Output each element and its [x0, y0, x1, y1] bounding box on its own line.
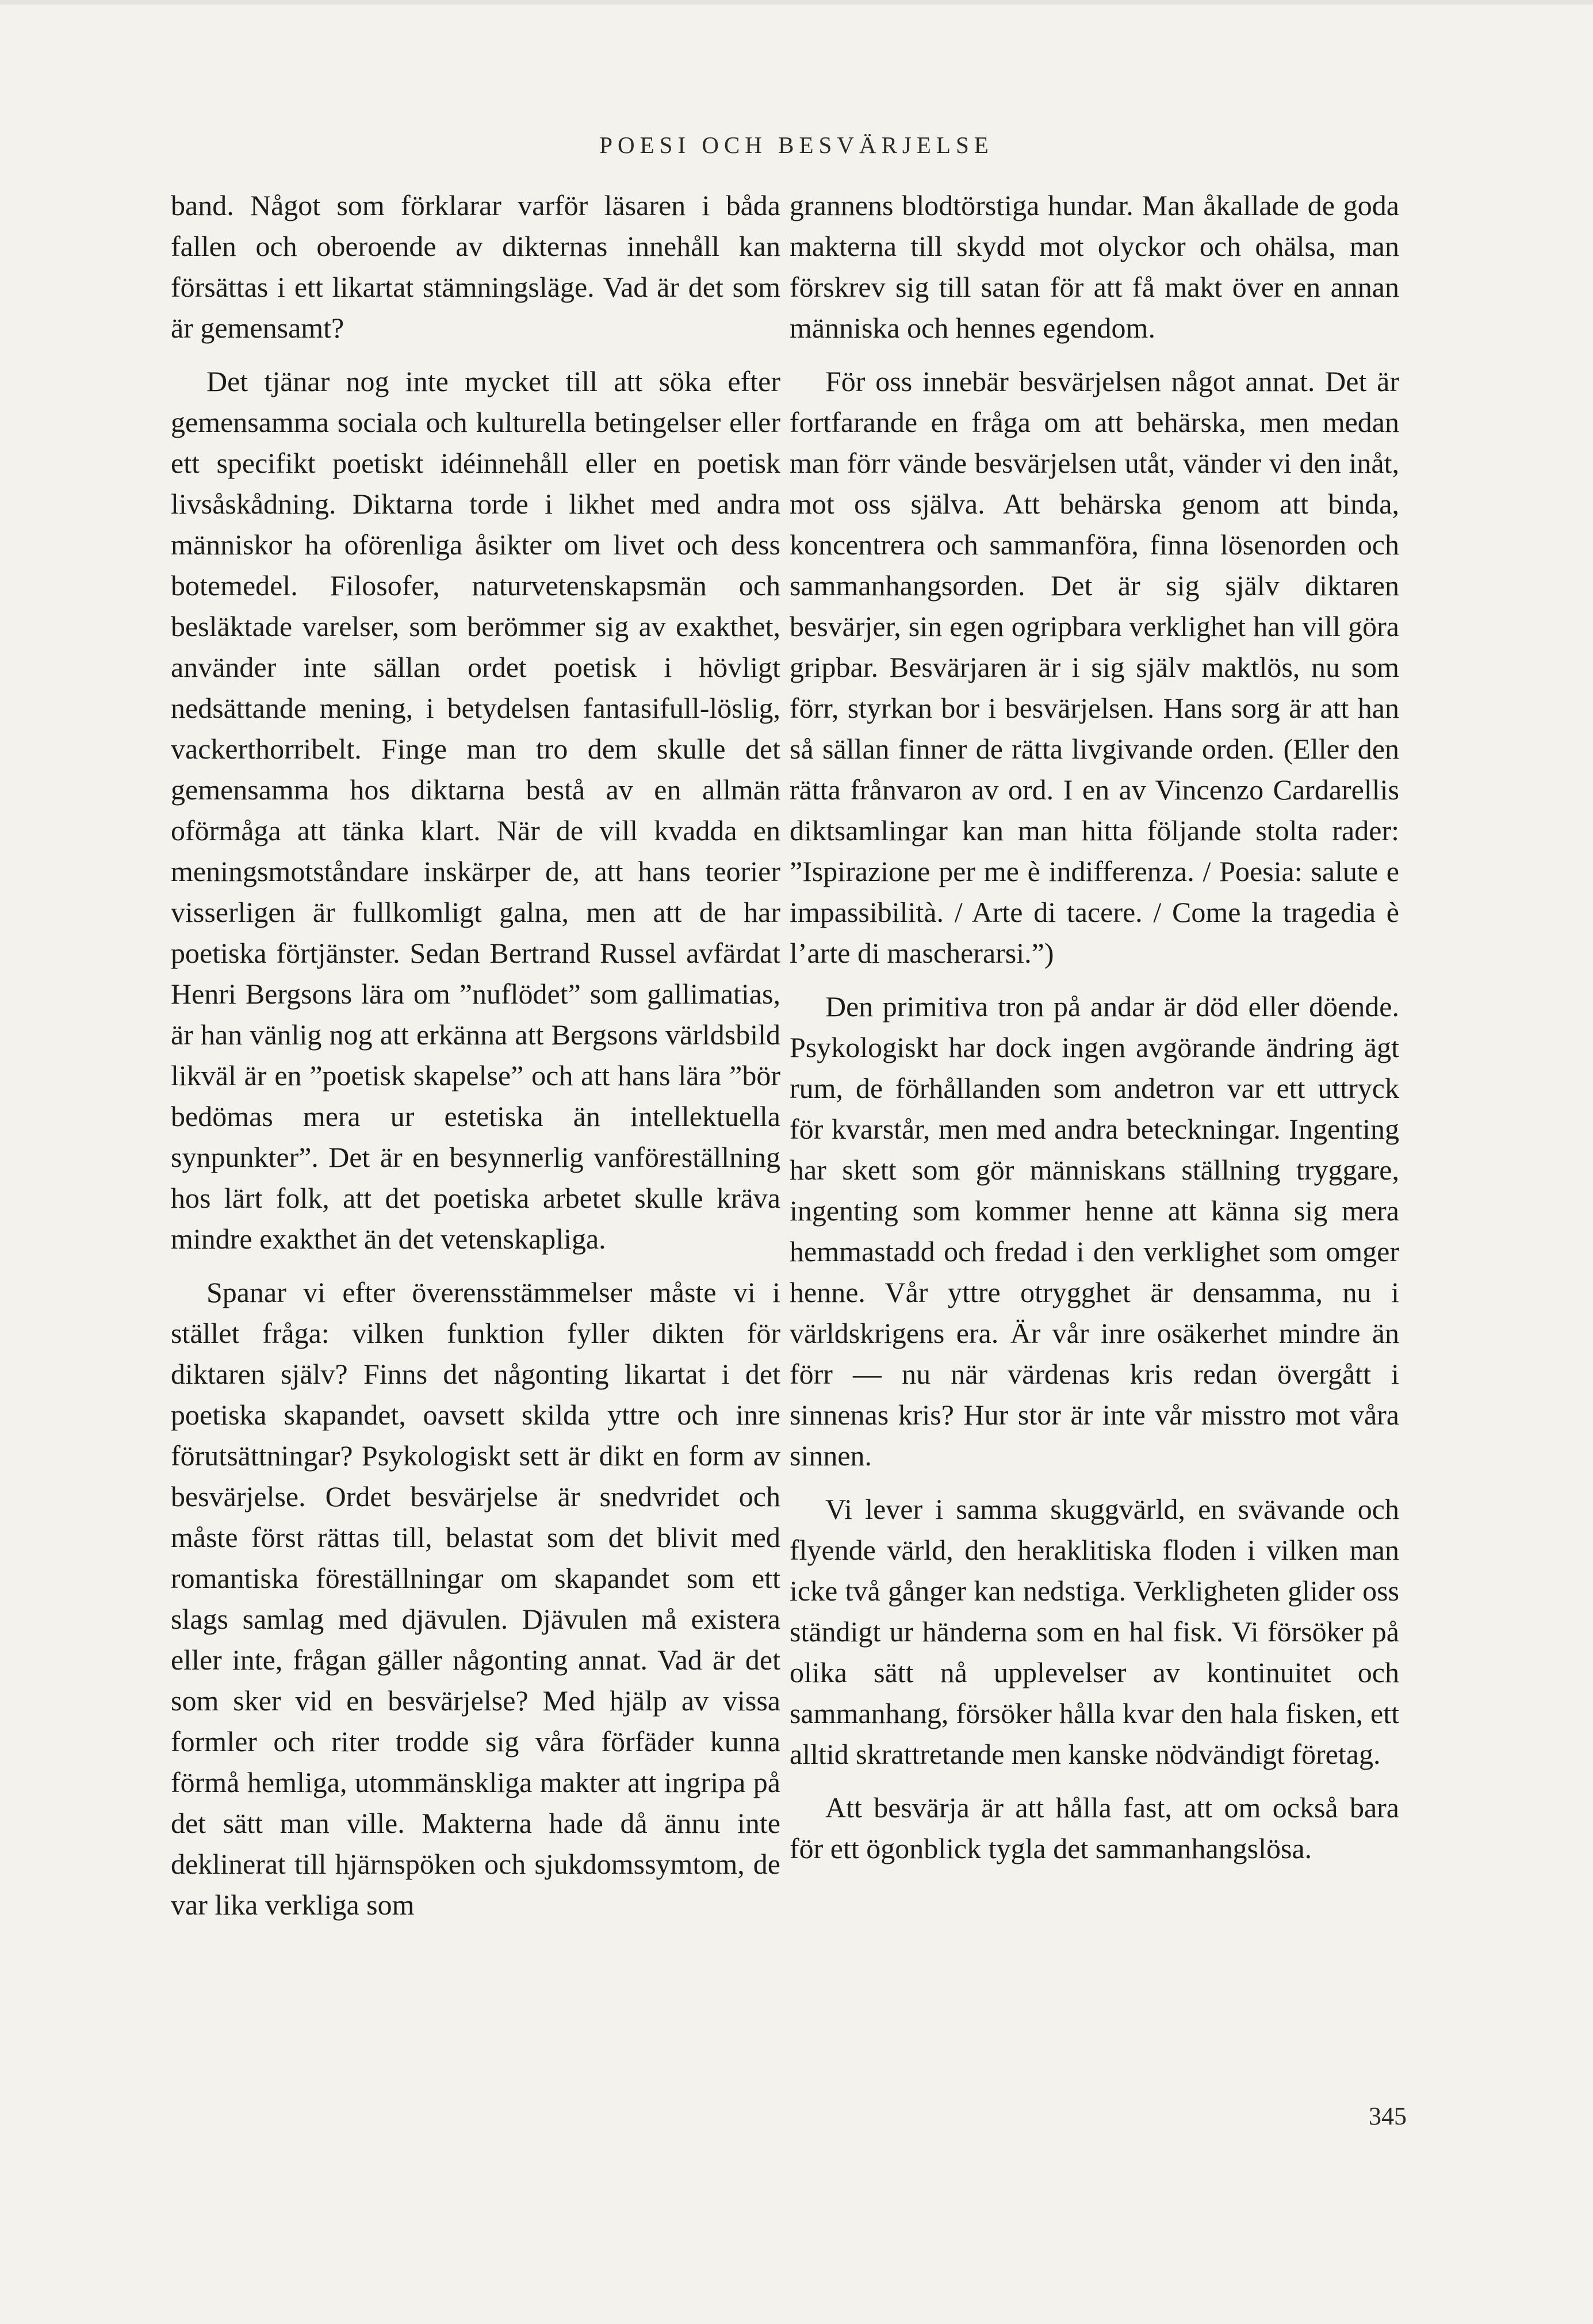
right-paragraph-1: grannens blodtörstiga hundar. Man åkallade de goda makterna till skydd mot olyckor och ohälsa, man förskrev sig till satan för att få makt över en annan människa och hennes egendom. — [790, 189, 1399, 344]
page-number: 345 — [1369, 2102, 1407, 2130]
left-paragraph-2: Det tjänar nog inte mycket till att söka efter gemensamma sociala och kulturella betingelser eller ett specifikt poetiskt idéinnehåll eller en poetisk livsåskådning. Diktarna torde i likhet med andra människor ha oförenliga åsikter om livet och dess botemedel. Filosofer, naturvetenskapsmän och besläktade varelser, som berömmer sig av exakthet, använder inte sällan ordet poetisk i hövligt nedsättande mening, i betydelsen fantasifull-löslig, vackerthorribelt. Finge man tro dem skulle det gemensamma hos diktarna bestå av en allmän oförmåga att tänka klart. När de vill kvadda en meningsmotståndare inskärper de, att hans teorier visserligen är fullkomligt galna, men att de har poetiska förtjänster. Sedan Bertrand Russel avfärdat Henri Bergsons lära om ”nuflödet” som gallimatias, är han vänlig nog att erkänna att Bergsons världsbild likväl är en ”poetisk skapelse” och att hans lära ”bör bedömas mera ur estetiska än intellektuella synpunkter”. Det är en besynnerlig vanföreställning hos lärt folk, att det poetiska arbetet skulle kräva mindre exakthet än det vetenskapliga. — [171, 365, 780, 1255]
right-paragraph-2: För oss innebär besvärjelsen något annat. Det är fortfarande en fråga om att behärska, men medan man förr vände besvärjelsen utåt, vänder vi den inåt, mot oss själva. Att behärska genom att binda, koncentrera och sammanföra, finna lösenorden och sammanhangsorden. Det är sig själv diktaren besvärjer, sin egen ogripbara verklighet han vill göra gripbar. Besvärjaren är i sig själv maktlös, nu som förr, styrkan bor i besvärjelsen. Hans sorg är att han så sällan finner de rätta livgivande orden. (Eller den rätta frånvaron av ord. I en av Vincenzo Cardarellis diktsamlingar kan man hitta följande stolta rader: ”Ispirazione per me è indifferenza. / Poesia: salute e impassibilità. / Arte di tacere. / Come la tragedia è l’arte di mascherarsi.”) — [790, 365, 1399, 969]
right-paragraph-5: Att besvärja är att hålla fast, att om också bara för ett ögonblick tygla det sammanhangslösa. — [790, 1791, 1399, 1864]
page-edge — [0, 0, 1593, 5]
left-paragraph-1: band. Något som förklarar varför läsaren i båda fallen och oberoende av dikternas innehåll kan försättas i ett likartat stämningsläge. Vad är det som är gemensamt? — [171, 189, 780, 344]
right-column — [790, 185, 1399, 1882]
running-head: POESI OCH BESVÄRJELSE — [599, 132, 994, 158]
left-paragraph-3: Spanar vi efter överensstämmelser måste vi i stället fråga: vilken funktion fyller dikten för diktaren själv? Finns det någonting likartat i det poetiska skapandet, oavsett skilda yttre och inre förutsättningar? Psykologiskt sett är dikt en form av besvärjelse. Ordet besvärjelse är snedvridet och måste först rättas till, belastat som det blivit med romantiska föreställningar om skapandet som ett slags samlag med djävulen. Djävulen må existera eller inte, frågan gäller någonting annat. Vad är det som sker vid en besvärjelse? Med hjälp av vissa formler och riter trodde sig våra förfäder kunna förmå hemliga, utommänskliga makter att ingripa på det sätt man ville. Makterna hade då ännu inte deklinerat till hjärnspöken och sjukdomssymtom, de var lika verkliga som — [171, 1276, 780, 1921]
right-paragraph-4: Vi lever i samma skuggvärld, en svävande och flyende värld, den heraklitiska floden i vilken man icke två gånger kan nedstiga. Verkligheten glider oss ständigt ur händerna som en hal fisk. Vi försöker på olika sätt nå upplevelser av kontinuitet och sammanhang, försöker hålla kvar den hala fisken, ett alltid skrattretande men kanske nödvändigt företag. — [790, 1493, 1399, 1770]
right-paragraph-3: Den primitiva tron på andar är död eller döende. Psykologiskt har dock ingen avgörande ändring ägt rum, de förhållanden som andetron var ett uttryck för kvarstår, men med andra beteckningar. Ingenting har skett som gör människans ställning tryggare, ingenting som kommer henne att känna sig mera hemmastadd och fredad i den verklighet som omger henne. Vår yttre otrygghet är densamma, nu i världskrigens era. Är vår inre osäkerhet mindre än förr — nu när värdenas kris redan övergått i sinnenas kris? Hur stor är inte vår misstro mot våra sinnen. — [790, 990, 1399, 1472]
left-column — [171, 185, 780, 1938]
